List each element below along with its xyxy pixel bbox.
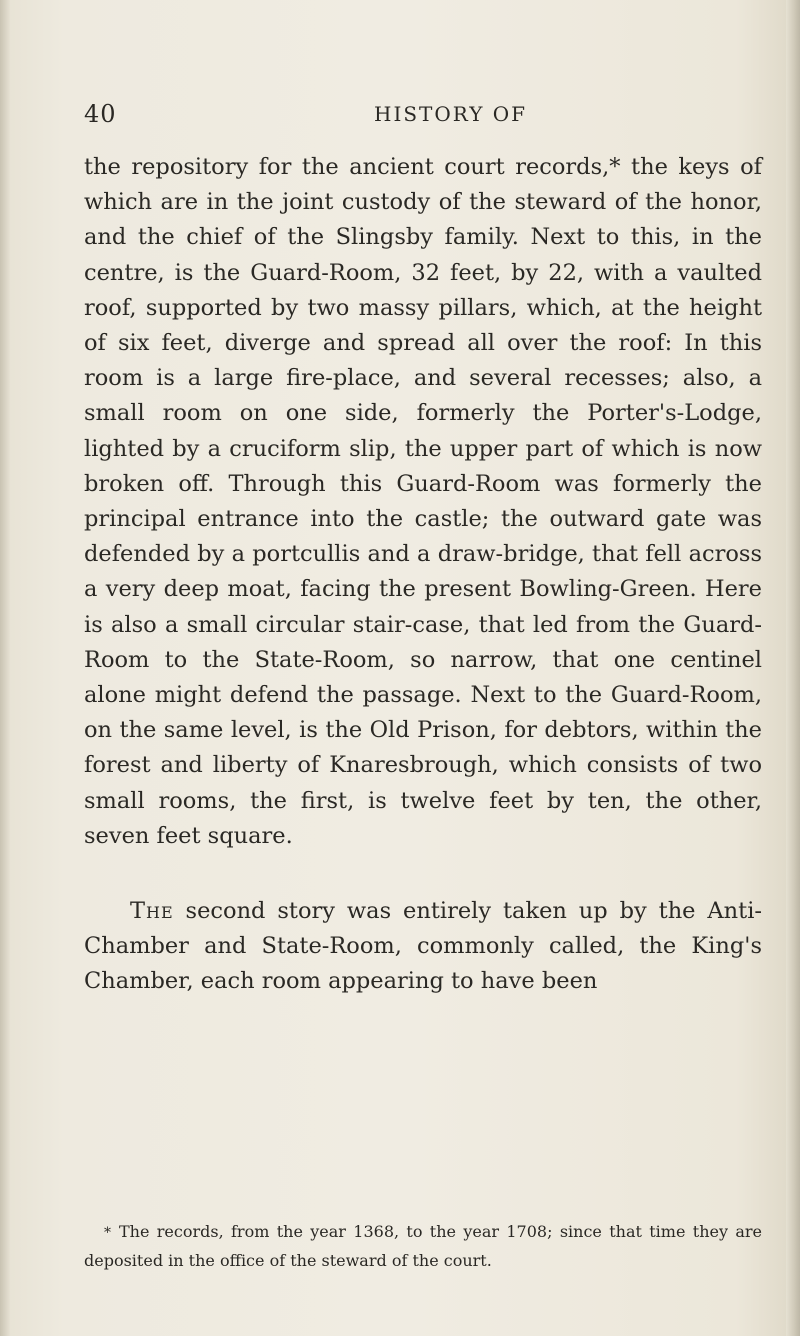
paragraph-2-lead: The (130, 898, 174, 925)
page-number: 40 (84, 100, 117, 128)
paragraph-2-text: second story was entirely taken up by the Anti-Chamber and State-Room, commonly called, the King's Chamber, each room appearing to have been (84, 898, 762, 995)
page-left-edge (0, 0, 10, 1336)
paragraph-2 (84, 894, 762, 1000)
footnote-text: The records, from the year 1368, to the year 1708; since that time they are deposited in the office of the steward of the court. (84, 1222, 762, 1270)
paragraph-1: the repository for the ancient court records,* the keys of which are in the joint custody of the steward of the honor, and the chief of the Slingsby family. Next to this, in the centre, is the Guard-Room, 32 feet, by 22, with a vaulted roof, supported by two massy pillars, which, at the height of six feet, diverge and spread all over the roof: In this room is a large fire-place, and several recesses; also, a small room on one side, formerly the Porter's-Lodge, lighted by a cruciform slip, the upper part of which is now broken off. Through this Guard-Room was formerly the principal entrance into the castle; the outward gate was defended by a portcullis and a draw-bridge, that fell across a very deep moat, facing the present Bowling-Green. Here is also a small circular stair-case, that led from the Guard-Room to the State-Room, so narrow, that one centinel alone might defend the passage. Next to the Guard-Room, on the same level, is the Old Prison, for debtors, within the forest and liberty of Knaresbrough, which consists of two small rooms, the first, is twelve feet by ten, the other, seven feet square. (84, 154, 762, 849)
footnote-marker: * (104, 1225, 111, 1241)
body-text (84, 150, 762, 1000)
footnote (84, 1218, 762, 1275)
page-right-edge (786, 0, 800, 1336)
page-header (84, 100, 764, 140)
running-head: HISTORY OF (374, 102, 528, 126)
